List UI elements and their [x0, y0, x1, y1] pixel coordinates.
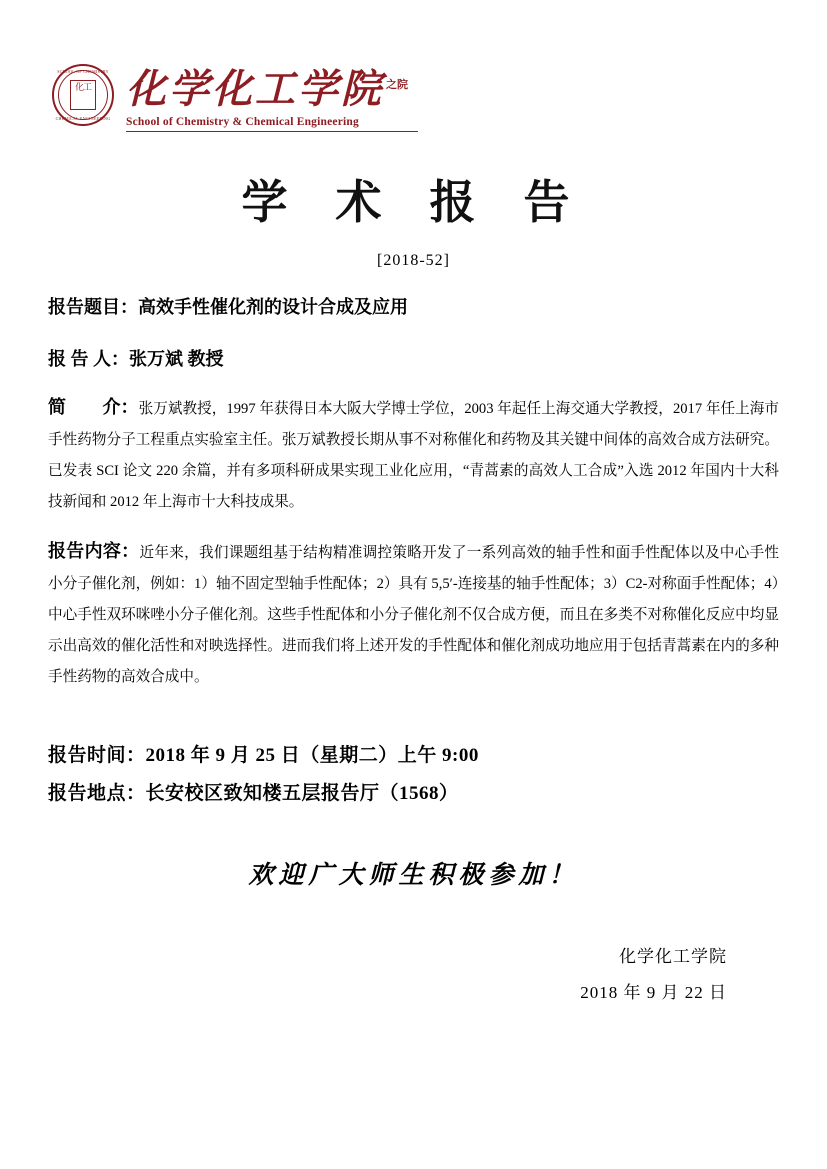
seal-ring-top-text: SCHOOL OF CHEMISTRY: [57, 69, 109, 74]
page-title: 学 术 报 告: [241, 175, 586, 230]
signature-date: 2018 年 9 月 22 日: [580, 983, 727, 1003]
time-label: 报告时间：: [48, 745, 146, 767]
time-place-section: [48, 737, 779, 813]
school-seal-icon: [52, 64, 114, 126]
speaker-value: 张万斌 教授: [129, 349, 224, 370]
seal-ring-bottom-text: CHEMICAL ENGINEERING: [55, 116, 111, 121]
signature-block: [48, 939, 779, 1011]
signature-org: 化学化工学院: [619, 947, 727, 967]
school-name-cn-text: 化学化工学院: [126, 65, 384, 113]
time-value: 2018 年 9 月 25 日（星期二）上午 9:00: [145, 745, 479, 767]
speaker-row: [48, 344, 779, 374]
content-text: 近年来，我们课题组基于结构精准调控策略开发了一系列高效的轴手性和面手性配体以及中心手性小分子催化剂，例如：1）轴不固定型轴手性配体；2）具有 5,5′-连接基的轴手性配体；3）C2-对称面手性配体；4）中心手性双环咪唑小分子催化剂。这些手性配体和小分子催化剂不仅合成方便，而且在多类不对称催化反应中均显示出高效的催化活性和对映选择性。进而我们将上述开发的手性配体和催化剂成功地应用于包括青蒿素在内的多种手性药物的高效合成中。: [48, 545, 779, 686]
place-label: 报告地点：: [48, 783, 146, 805]
school-name-cn-mark: 之院: [386, 78, 408, 91]
topic-value: 高效手性催化剂的设计合成及应用: [138, 297, 408, 318]
place-value: 长安校区致知楼五层报告厅（1568）: [145, 783, 459, 805]
document-number: [2018-52]: [377, 252, 450, 270]
place-row: [48, 775, 779, 813]
seal-core-text: 化工: [70, 80, 96, 110]
letterhead-divider: [126, 131, 418, 132]
bio-block: [48, 392, 779, 518]
topic-label: 报告题目：: [48, 297, 138, 318]
speaker-label: 报 告 人：: [48, 349, 129, 370]
bio-label: 简 介：: [48, 397, 139, 418]
topic-row: [48, 292, 779, 322]
bio-text: 张万斌教授，1997 年获得日本大阪大学博士学位，2003 年起任上海交通大学教授，2017 年任上海市手性药物分子工程重点实验室主任。张万斌教授长期从事不对称催化和药物及其关键中间体的高效合成方法研究。已发表 SCI 论文 220 余篇，并有多项科研成果实现工业化应用，“青蒿素的高效人工合成”入选 2012 年国内十大科技新闻和 2012 年上海市十大科技成果。: [48, 401, 780, 511]
content-block: [48, 536, 779, 693]
letterhead: [48, 0, 779, 132]
content-label: 报告内容：: [48, 541, 140, 562]
welcome-message: 欢迎广大师生积极参加！: [248, 860, 579, 890]
school-name-cn: [126, 62, 418, 112]
time-row: [48, 737, 779, 775]
letterhead-text: [126, 58, 418, 132]
school-name-en: School of Chemistry & Chemical Engineering: [126, 116, 359, 129]
